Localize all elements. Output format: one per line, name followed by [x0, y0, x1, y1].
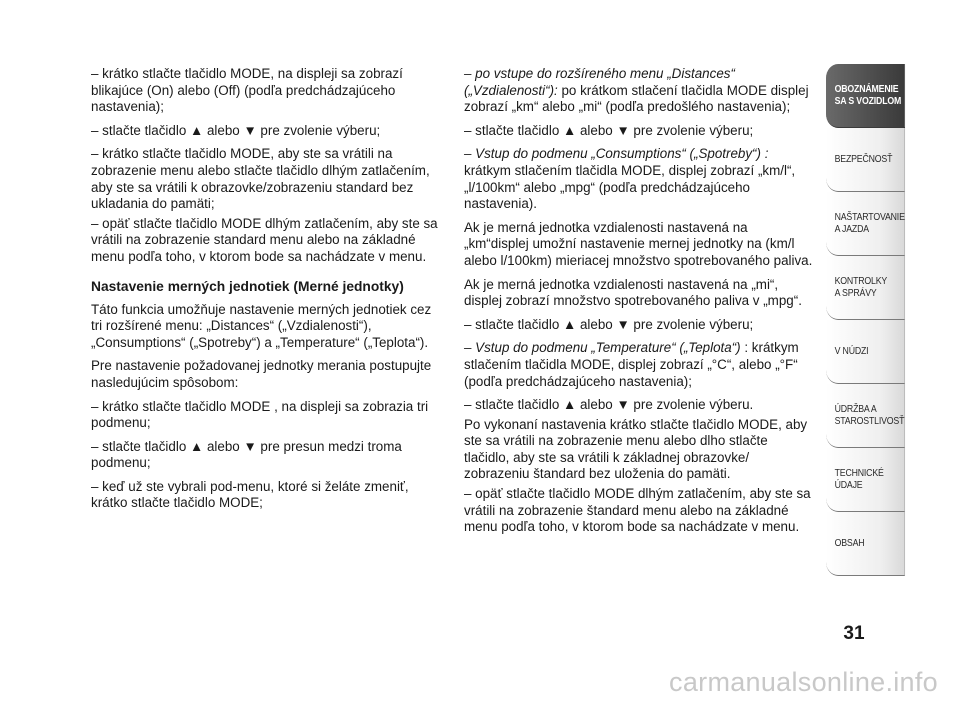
paragraph: Ak je merná jednotka vzdialenosti nastavená na „km“displej umožní nastavenie mernej jednotky na (km/l alebo l/100km) mieriacej množstvo spotrebovaného paliva.	[464, 219, 813, 268]
left-column	[91, 66, 441, 519]
tab-v-nudzi[interactable]	[826, 320, 905, 384]
paragraph: Po vykonaní nastavenia krátko stlačte tlačidlo MODE, aby ste sa vrátili na zobrazenie menu alebo dlho stlačte tlačidlo, aby ste sa vrátili k základnej obrazovke/ zobrazeniu štandard bez uloženia do pamäti.	[464, 416, 808, 482]
tab-label: OBOZNÁMENIE SA S VOZIDLOM	[834, 83, 902, 107]
italic-lead: – Vstup do podmenu „Temperature“ („Teplota“)	[464, 340, 741, 356]
italic-lead: – Vstup do podmenu „Consumptions“ („Spotreby“) :	[464, 146, 769, 162]
paragraph	[464, 66, 816, 116]
paragraph: – krátko stlačte tlačidlo MODE , na displeji sa zobrazia tri podmenu;	[91, 398, 429, 431]
italic-lead: – po vstupe do rozšíreného menu „Distances“ („Vzdialenosti“):	[464, 66, 735, 98]
tab-technicke-udaje[interactable]	[826, 448, 905, 512]
paragraph: Táto funkcia umožňuje nastavenie merných jednotiek cez tri rozšírené menu: „Distances“ („Vzdialenosti“), „Consumptions“ („Spotreby“) a „Temperature“ („Teplota“).	[91, 301, 432, 350]
tab-kontrolky[interactable]	[826, 256, 905, 320]
paragraph: – stlačte tlačidlo ▲ alebo ▼ pre zvolenie výberu;	[464, 316, 754, 332]
paragraph: Pre nastavenie požadovanej jednotky merania postupujte nasledujúcim spôsobom:	[91, 358, 432, 390]
paragraph: – stlačte tlačidlo ▲ alebo ▼ pre zvolenie výberu;	[91, 122, 381, 138]
paragraph: – stlačte tlačidlo ▲ alebo ▼ pre zvolenie výberu.	[464, 397, 754, 413]
paragraph: – opäť stlačte tlačidlo MODE dlhým zatlačením, aby ste sa vrátili na zobrazenie štandard menu alebo na základné menu podľa toho, v ktorom bode sa nachádzate v menu.	[464, 486, 811, 535]
page-number: 31	[843, 623, 865, 644]
paragraph-text: po krátkom stlačení tlačidla MODE displej zobrazí „km“ alebo „mi“ (podľa predošlého nastavenia);	[464, 82, 809, 115]
paragraph-text: : krátkym stlačením tlačidla MODE, displej zobrazí „°C“, alebo „°F“ (podľa predchádzajúceho nastavenia);	[464, 340, 799, 389]
watermark: carmanualsonline.info	[669, 667, 938, 697]
tab-label: KONTROLKY A SPRÁVY	[834, 275, 888, 299]
paragraph-text: krátkym stlačením tlačidla MODE, displej zobrazí „km/l“, „l/100km“ alebo „mpg“ (podľa predchádzajúceho nastavenia).	[464, 162, 796, 212]
right-column	[464, 66, 816, 543]
paragraph: – krátko stlačte tlačidlo MODE, aby ste sa vrátili na zobrazenie menu alebo stlačte tlačidlo dlhým zatlačením, aby ste sa vrátili k obrazovke/zobrazeniu standard bez ukladania do pamäti;	[91, 146, 430, 212]
tab-obsah[interactable]	[826, 512, 905, 576]
tab-udrzba[interactable]	[826, 384, 905, 448]
tab-label: BEZPEČNOSŤ	[834, 153, 893, 165]
paragraph: – stlačte tlačidlo ▲ alebo ▼ pre presun medzi troma podmenu;	[91, 438, 402, 471]
paragraph: Ak je merná jednotka vzdialenosti nastavená na „mi“, displej zobrazí množstvo spotrebovaného paliva v „mpg“.	[464, 276, 802, 309]
section-heading: Nastavenie merných jednotiek (Merné jednotky)	[91, 278, 404, 294]
tab-oboznamenie[interactable]	[826, 64, 905, 128]
tab-label: OBSAH	[834, 537, 865, 549]
paragraph: – krátko stlačte tlačidlo MODE, na displeji sa zobrazí blikajúce (On) alebo (Off) (podľa predchádzajúceho nastavenia);	[91, 66, 403, 115]
tab-nastartovanie[interactable]	[826, 192, 905, 256]
tab-label: V NÚDZI	[834, 345, 869, 357]
tab-label: TECHNICKÉ ÚDAJE	[834, 467, 884, 491]
tab-bezpecnost[interactable]	[826, 128, 905, 192]
paragraph: – stlačte tlačidlo ▲ alebo ▼ pre zvolenie výberu;	[464, 122, 754, 138]
paragraph	[464, 340, 816, 390]
paragraph: – opäť stlačte tlačidlo MODE dlhým zatlačením, aby ste sa vrátili na zobrazenie standard menu alebo na základné menu podľa toho, v ktorom bode sa nachádzate v menu.	[91, 215, 438, 264]
chapter-tabs	[826, 64, 918, 576]
paragraph	[464, 146, 816, 212]
paragraph: – keď už ste vybrali pod-menu, ktoré si želáte zmeniť, krátko stlačte tlačidlo MODE;	[91, 478, 409, 511]
tab-label: NAŠTARTOVANIE A JAZDA	[834, 211, 905, 235]
tab-label: ÚDRŽBA A STAROSTLIVOSŤ	[834, 403, 905, 427]
